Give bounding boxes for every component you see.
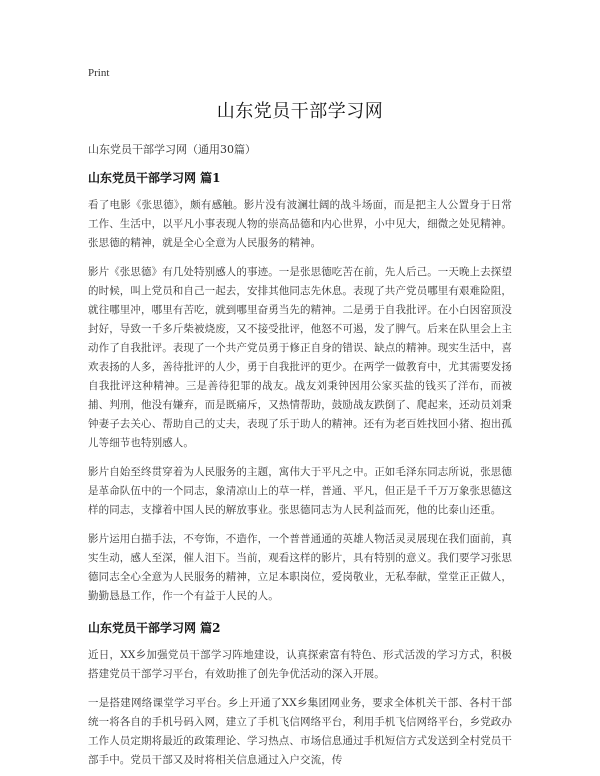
document-subtitle: 山东党员干部学习网（通用30篇）	[88, 143, 256, 156]
section-heading: 山东党员干部学习网 篇1	[88, 171, 221, 185]
paragraph: 一是搭建网络课堂学习平台。乡上开通了XX乡集团网业务，要求全体机关干部、各村干部统一将各自的手机号码入网，建立了手机飞信网络平台，利用手机飞信网络平台，乡党政办工作人员定期将最近的政策理论、学习热点、市场信息通过手机短信方式发送到全村党员干部手中。党员干部又及时将相关信息通过入户交流，传	[88, 697, 512, 766]
paragraph: 看了电影《张思德》，颇有感触。影片没有波澜壮阔的战斗场面，而是把主人公置身于日常工作、生活中，以平凡小事表现人物的崇高品德和内心世界，小中见大，细微之处见精神。张思德的精神，就是全心全意为人民服务的精神。	[88, 199, 512, 249]
print-link[interactable]: Print	[88, 67, 110, 79]
paragraph: 影片《张思德》有几处特别感人的事迹。一是张思德吃苦在前，先人后己。一天晚上去探望的时候，叫上党员和自己一起去，安排其他同志先休息。表现了共产党员哪里有艰难险阻，就往哪里冲，哪里有苦吃，就到哪里奋勇当先的精神。二是勇于自我批评。在小白因窑顶没封好，导致一千多斤柴被烧废，又不接受批评，他怒不可遏，发了脾气。后来在队里会上主动作了自我批评。表现了一个共产党员勇于修正自身的错误、缺点的精神。现实生活中，喜欢表扬的人多，善待批评的人少，勇于自我批评的更少。在两学一做教育中，尤其需要发扬自我批评这种精神。三是善待犯罪的战友。战友刘秉钟因用公家买盐的钱买了洋布，而被捕、判刑，他没有嫌弃，而是既痛斥，又热情帮助，鼓励战友跌倒了、爬起来，还动员刘秉钟妻子去关心、帮助自己的丈夫，表现了乐于助人的精神。还有为老百姓找回小猪、抱出孤儿等细节也特别感人。	[88, 266, 512, 449]
section-heading: 山东党员干部学习网 篇2	[88, 621, 221, 635]
article-section-1	[88, 170, 512, 606]
document-title: 山东党员干部学习网	[216, 101, 384, 122]
article-section-2	[88, 620, 512, 770]
paragraph: 影片运用白描手法，不夸饰，不造作，一个普普通通的英雄人物活灵灵展现在我们面前，真实生动，感人至深，催人泪下。当前，观看这样的影片，具有特别的意义。我们要学习张思德同志全心全意为人民服务的精神，立足本职岗位，爱岗敬业，无私奉献，堂堂正正做人，勤勤恳恳工作，作一个有益于人民的人。	[88, 533, 512, 602]
paragraph: 近日，XX乡加强党员干部学习阵地建设，认真探索富有特色、形式活泼的学习方式，积极搭建党员干部学习平台，有效助推了创先争优活动的深入开展。	[88, 649, 512, 680]
paragraph: 影片自始至终贯穿着为人民服务的主题，寓伟大于平凡之中。正如毛泽东同志所说，张思德是革命队伍中的一个同志，象清凉山上的草一样，普通、平凡，但正是千千万万象张思德这样的同志，支撑着中国人民的解放事业。张思德同志为人民利益而死，他的比泰山还重。	[88, 466, 512, 516]
